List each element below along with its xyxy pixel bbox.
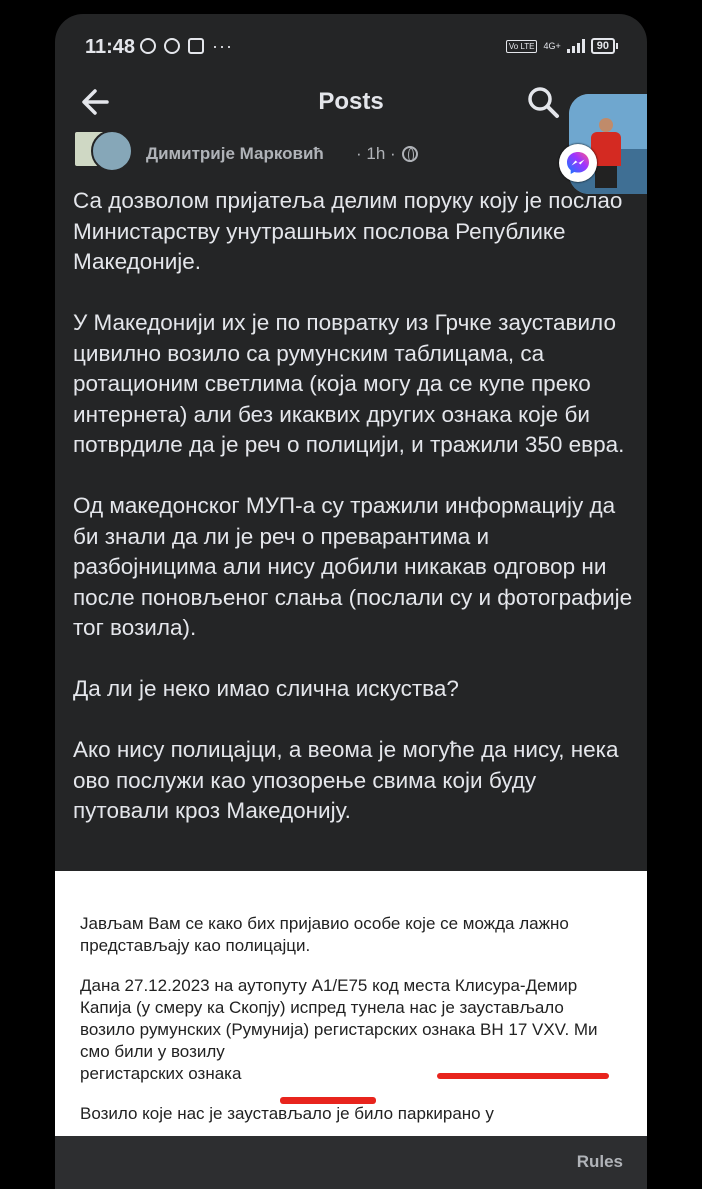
twitch-notification-icon	[188, 38, 204, 54]
system-indicators	[506, 38, 615, 54]
page-title: Posts	[318, 88, 384, 115]
notification-icons	[140, 38, 233, 54]
globe-icon	[402, 146, 418, 162]
document-paragraph-text: Дана 27.12.2023 на аутопуту А1/Е75 код места Клисура-Демир Капија (у смеру ка Скопју) испред тунела нас је заустављало возило румунских (Румунија) регистарских ознака ВН 17 VXV. Ми смо били у возилу	[80, 976, 598, 1061]
phone-screen	[55, 14, 647, 1189]
post-paragraph: Од македонског МУП-а су тражили информацију да би знали да ли је реч о преварантима и разбојницима али нису добили никакав одговор ни после поновљеног слања (послали су и фотографије тог возила).	[73, 493, 633, 640]
post-paragraph: Са дозволом пријатеља делим поруку коју је послао Министарству унутрашњих послова Републике Македоније.	[73, 188, 623, 274]
more-notifications-icon: ···	[212, 36, 233, 56]
messenger-notification-icon	[140, 38, 156, 54]
document-paragraph: Возило које нас је заустављало је било паркирано у	[80, 1104, 494, 1123]
signal-icon	[567, 39, 585, 53]
attached-document-text	[80, 913, 620, 1143]
search-icon[interactable]	[525, 84, 561, 120]
footer-bar	[55, 1136, 647, 1189]
battery-icon: 90	[591, 38, 615, 54]
attached-image[interactable]	[55, 871, 647, 1150]
post-paragraph: У Македонији их је по повратку из Грчке зауставило цивилно возило са румунским таблицама, са ротационим светлима (која могу да се купе преко интернета) али без икаквих других ознака које би потврдиле да је реч о полицији, и тражили 350 евра.	[73, 310, 625, 457]
network-type: 4G+	[543, 40, 561, 51]
red-redaction-mark	[437, 1073, 609, 1079]
status-time: 11:48	[85, 36, 136, 58]
document-paragraph	[80, 975, 620, 1085]
chat-head-person	[591, 118, 621, 188]
post-text	[73, 186, 633, 857]
document-paragraph-end: регистарских ознака	[80, 1064, 242, 1083]
status-bar	[55, 14, 647, 80]
messenger-icon[interactable]	[559, 144, 597, 182]
red-redaction-mark	[280, 1097, 376, 1104]
post-meta	[356, 144, 418, 164]
viber-notification-icon	[164, 38, 180, 54]
post-time: · 1h ·	[356, 144, 396, 163]
author-avatar[interactable]	[75, 130, 133, 170]
rules-link[interactable]: Rules	[576, 1152, 623, 1171]
volte-icon: Vo LTE	[506, 40, 538, 53]
document-paragraph: Јављам Вам се како бих пријавио особе које се можда лажно представљају као полицајци.	[80, 914, 569, 955]
author-name[interactable]: Димитрије Марковић	[146, 144, 324, 163]
post-paragraph: Да ли је неко имао слична искуства?	[73, 676, 459, 701]
post-paragraph: Ако нису полицајци, а веома је могуће да нису, нека ово послужи као упозорење свима који буду путовали кроз Македонију.	[73, 737, 619, 823]
